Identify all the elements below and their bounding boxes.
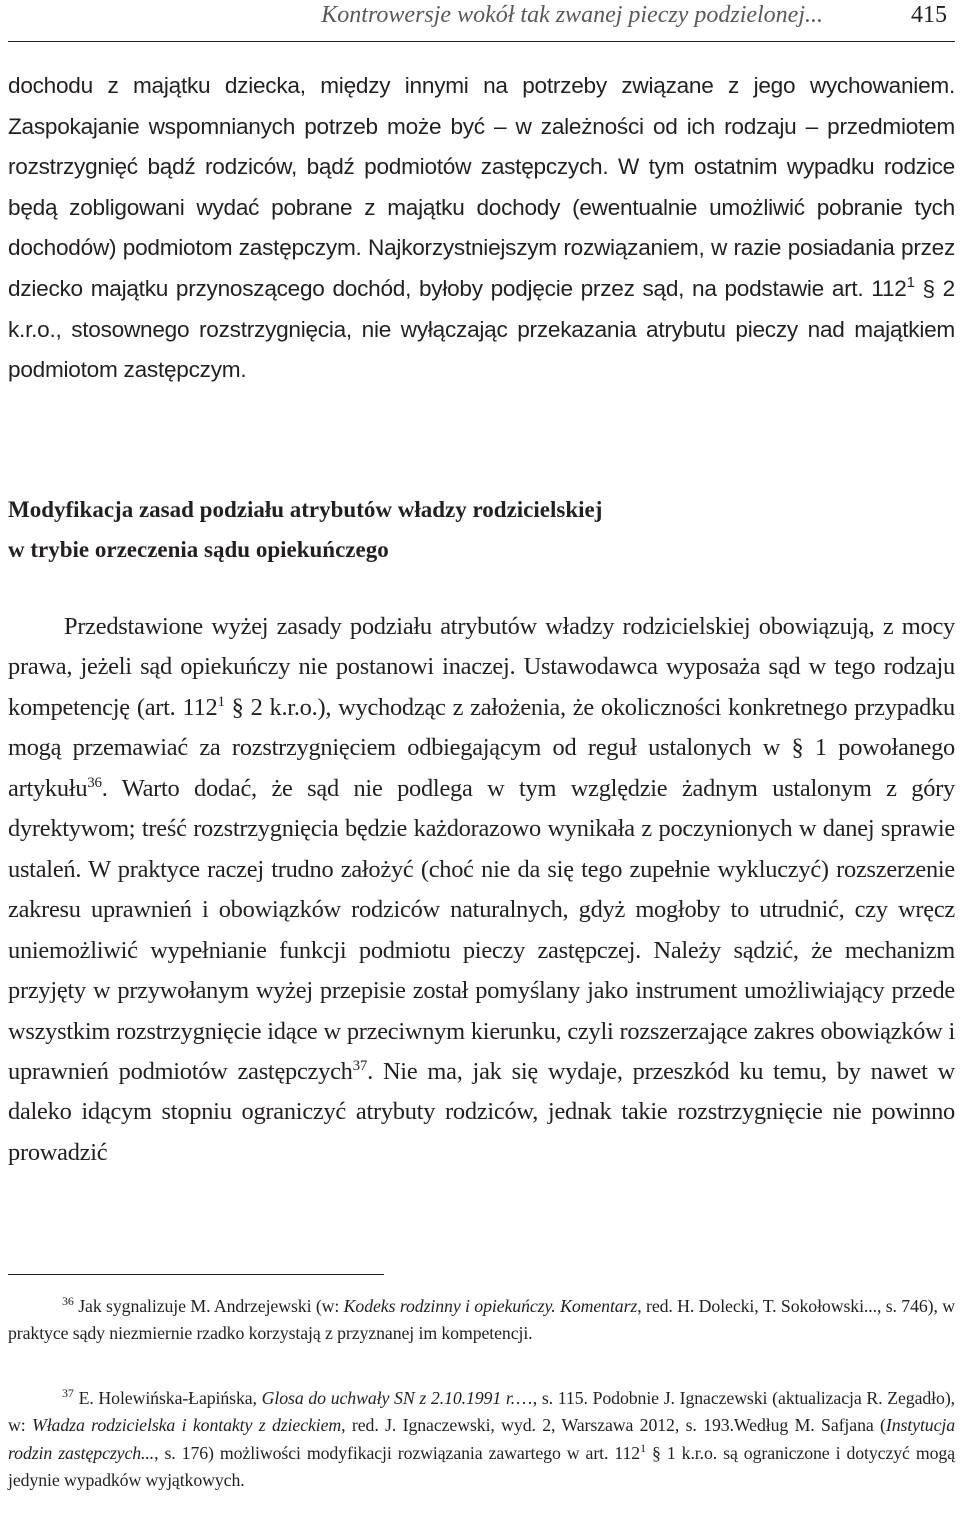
footnote-italic-title: Kodeks rodzinny i opiekuńczy. Komentarz (343, 1296, 638, 1316)
footnote-number: 37 (62, 1386, 74, 1400)
superscript-1: 1 (640, 1440, 646, 1455)
section-heading-line-2: w trybie orzeczenia sądu opiekuńczego (8, 537, 389, 562)
footnote-text: , s. 176) możliwości modyfikacji rozwiązania zawartego w art. 112 (154, 1442, 641, 1463)
footnote-text: § 1 k.r.o. są ograniczone i dotyczyć mogą jedynie wypadków wyjątkowych. (8, 1442, 955, 1490)
paragraph-1-text-a: dochodu z majątku dziecka, między innymi na potrzeby związane z jego wychowaniem. Zaspokajanie wspomnianych potrzeb może być – w zależności od ich rodzaju – przedmiotem rozstrzygnięć bądź rodziców, bądź podmiotów zastępczych. W tym ostatnim wypadku rodzice będą zobligowani wydać pobrane z majątku dochody (ewentualnie umożliwić pobranie tych dochodów) podmiotom zastępczym. Najkorzystniejszym rozwiązaniem, w razie posiadania przez dziecko majątku przynoszącego dochód, byłoby podjęcie przez sąd, na podstawie art. 112 (8, 73, 955, 301)
footnote-italic-title: Glosa do uchwały SN z 2.10.1991 r. (261, 1388, 516, 1408)
footnote-italic-title: Władza rodzicielska i kontakty z dzieckiem (32, 1415, 342, 1436)
paragraph-2-text-a: Przedstawione wyżej zasady podziału atrybutów władzy rodzicielskiej obowiązują, z mocy prawa, jeżeli sąd opiekuńczy nie postanowi inaczej. Ustawodawca wyposaża sąd w tego rodzaju kompetencję (art. 112 (8, 613, 955, 721)
running-head-title: Kontrowersje wokół tak zwanej pieczy podzielonej... (321, 2, 823, 28)
section-heading (8, 490, 955, 570)
section-heading-line-1: Modyfikacja zasad podziału atrybutów władzy rodzicielskiej (8, 497, 603, 522)
header-rule (8, 41, 955, 42)
running-head (0, 0, 955, 40)
footnote-text: Jak sygnalizuje M. Andrzejewski (w: (73, 1296, 344, 1316)
footnote-37 (8, 1385, 955, 1494)
footnote-text: …, s. 115. Podobnie J. Ignaczewski (aktualizacja R. Zegadło), w: (8, 1388, 955, 1436)
page-number: 415 (911, 2, 947, 28)
footnote-ref-37[interactable]: 37 (352, 1057, 368, 1074)
footnote-ref-36[interactable]: 36 (87, 774, 102, 791)
footnote-text: , red. H. Dolecki, T. Sokołowski..., s. 746), w praktyce sądy niezmiernie rzadko korzystają z przyznanej im kompetencji. (8, 1296, 956, 1344)
footnote-number: 36 (62, 1294, 74, 1308)
paragraph-1-text-b: § 2 k.r.o., stosownego rozstrzygnięcia, nie wyłączając przekazania atrybutu pieczy nad majątkiem podmiotom zastępczym. (8, 275, 955, 383)
paragraph-continued (8, 66, 955, 391)
footnote-text: , red. J. Ignaczewski, wyd. 2, Warszawa 2012, s. 193.Według M. Safjana ( (341, 1415, 886, 1436)
footnote-36 (8, 1293, 955, 1348)
paragraph-2-text-b: § 2 k.r.o.), wychodząc z założenia, że okoliczności konkretnego przypadku mogą przemawiać za rozstrzygnięciem odbiegającym od reguł ustalonych w § 1 powołanego artykułu (8, 693, 955, 802)
paragraph-2-text-d: . Nie ma, jak się wydaje, przeszkód ku temu, by nawet w daleko idącym stopniu ograniczyć atrybuty rodziców, jednak takie rozstrzygnięcie nie powinno prowadzić (8, 1057, 955, 1166)
superscript-1: 1 (217, 693, 225, 710)
footnote-italic-title: Instytucja rodzin zastępczych... (8, 1415, 956, 1463)
footnote-separator (8, 1274, 384, 1275)
paragraph-2-text-c: . Warto dodać, że sąd nie podlega w tym względzie żadnym ustalonym z góry dyrektywom; treść rozstrzygnięcia będzie każdorazowo wynikała z poczynionych w danej sprawie ustaleń. W praktyce raczej trudno założyć (choć nie da się tego zupełnie wykluczyć) rozszerzenie zakresu uprawnień i obowiązków rodziców naturalnych, gdyż mogłoby to utrudnić, czy wręcz uniemożliwić wypełnianie funkcji podmiotu pieczy zastępczej. Należy sądzić, że mechanizm przyjęty w przywołanym wyżej przepisie został pomyślany jako instrument umożliwiający przede wszystkim rozstrzygnięcie idące w przeciwnym kierunku, czyli rozszerzające zakres obowiązków i uprawnień podmiotów zastępczych (8, 774, 955, 1085)
footnote-text: E. Holewińska-Łapińska, (73, 1388, 262, 1408)
superscript-1: 1 (906, 273, 915, 291)
paragraph-main (8, 607, 955, 1173)
